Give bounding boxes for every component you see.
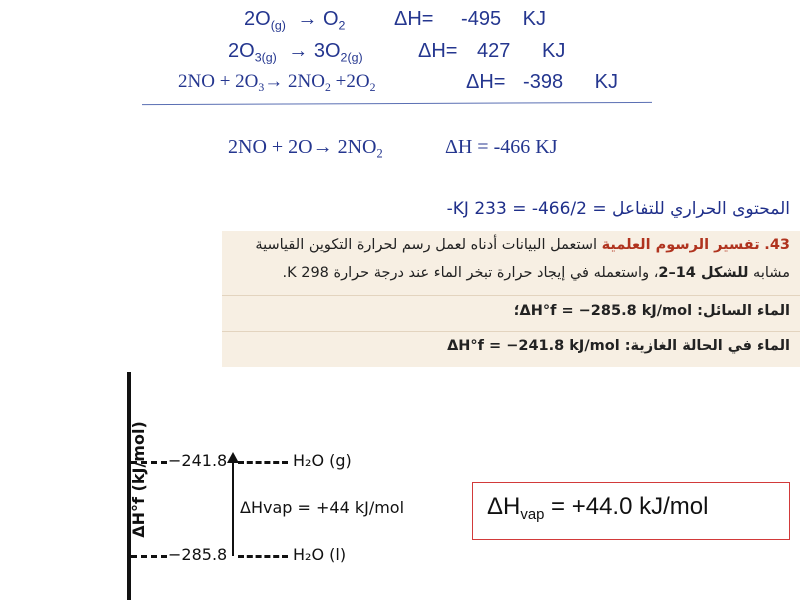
answer-text: $\Delta H_{vap} = +44.0$ kJ/mol bbox=[487, 493, 709, 524]
eq1-rhs: O bbox=[322, 8, 339, 30]
question-line-1: 43. تفسير الرسوم العلمية استعمل البيانات أدناه لعمل رسم لحرارة التكوين القياسية bbox=[255, 237, 790, 253]
eq1-arrow: → bbox=[297, 8, 318, 30]
liquid-water-data: الماء السائل: ΔH°f = −285.8 kJ/mol؛ bbox=[513, 303, 790, 319]
net-equation: $2NO + 2O\to 2NO_2$ bbox=[228, 136, 383, 161]
upper-dash-left bbox=[131, 461, 167, 464]
lower-dash-left bbox=[131, 555, 167, 558]
eq3-enthalpy: ΔH= -398 KJ bbox=[466, 71, 618, 93]
arabic-result: المحتوى الحراري للتفاعل = 466/2- = KJ 233- bbox=[446, 199, 790, 219]
vap-arrowhead-icon bbox=[227, 452, 239, 463]
upper-value: −241.8 bbox=[168, 451, 228, 470]
vap-arrow-shaft bbox=[232, 462, 234, 556]
upper-species: H₂O (g) bbox=[293, 451, 352, 470]
eq1-lhs: 2O bbox=[244, 8, 271, 30]
lower-value: −285.8 bbox=[168, 545, 228, 564]
gas-water-data: الماء في الحالة الغازية: ΔH°f = −241.8 kJ/mol bbox=[447, 338, 790, 354]
textbook-question-panel bbox=[222, 231, 800, 367]
answer-box bbox=[472, 482, 790, 540]
eq1-enthalpy: ΔH= -495 KJ bbox=[394, 8, 546, 30]
upper-dash-right bbox=[238, 461, 288, 464]
sum-divider bbox=[142, 102, 652, 105]
equation-3: $2NO + 2O_3\to 2NO_2 +2O_2$ bbox=[178, 71, 376, 95]
lower-species: H₂O (l) bbox=[293, 545, 347, 564]
net-enthalpy: ΔH = -466 KJ bbox=[445, 136, 558, 158]
lower-dash-right bbox=[238, 555, 288, 558]
question-number: 43. bbox=[764, 237, 790, 253]
question-line-2: مشابه للشكل 14–2، واستعمله في إيجاد حرارة تبخر الماء عند درجة حرارة 298 K. bbox=[282, 265, 790, 281]
question-title: تفسير الرسوم العلمية bbox=[601, 237, 760, 253]
eq2-enthalpy: ΔH= 427 KJ bbox=[418, 40, 566, 62]
equation-2: $2O_{3(g)} \to 3O_{2(g)}$ bbox=[228, 40, 363, 65]
vap-label: ΔHvap = +44 kJ/mol bbox=[240, 498, 405, 517]
y-axis-label: ΔH°f (kJ/mol) bbox=[128, 421, 148, 538]
equation-1: $2O_{(g)} \to O_2$ bbox=[244, 8, 346, 33]
